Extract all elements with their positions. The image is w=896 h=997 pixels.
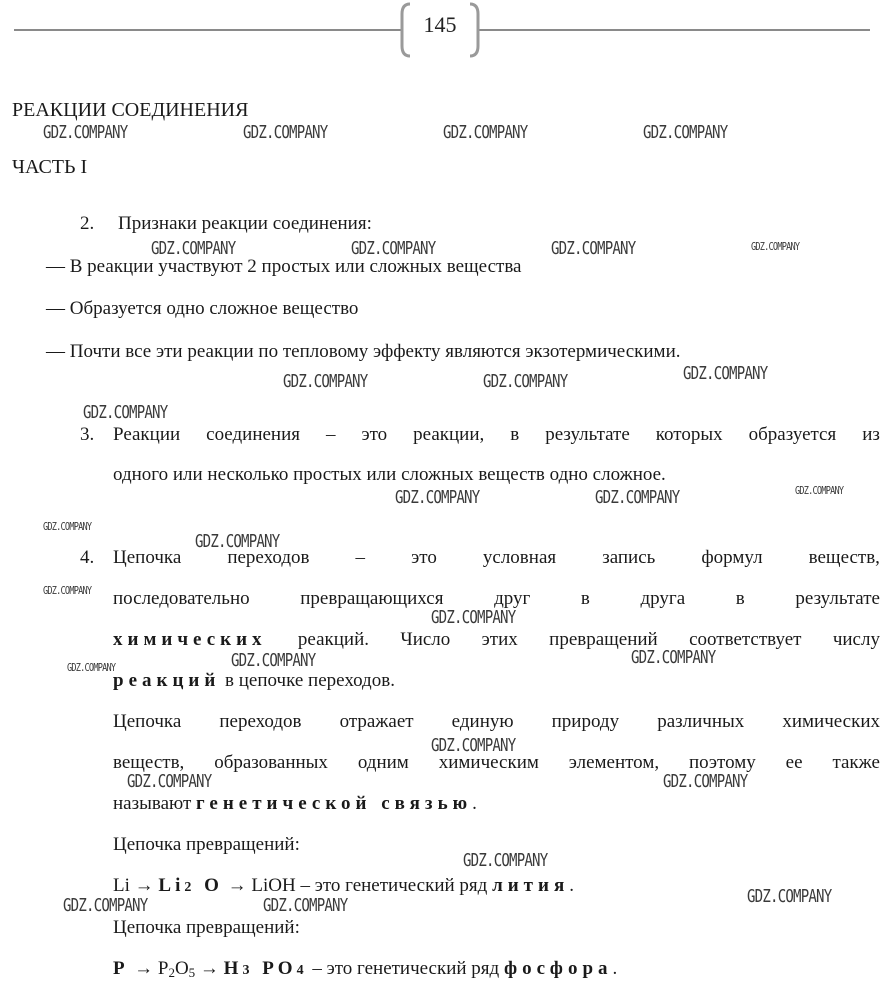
word: ее (785, 752, 803, 773)
li2o-li: Li (158, 875, 185, 896)
word: в (510, 424, 520, 445)
word: одним (357, 752, 409, 773)
formula-p: P (113, 958, 125, 979)
word: это (411, 547, 437, 568)
emphasis-chemical: химических (113, 629, 267, 650)
word: поэтому (689, 752, 756, 773)
word: элементом, (568, 752, 660, 773)
item2-bullet-1: — В реакции участвуют 2 простых или сложных вещества (46, 256, 522, 277)
item3-number: 3. (80, 424, 95, 445)
watermark: GDZ.COMPANY (195, 531, 280, 552)
li2o-o: O (204, 875, 223, 896)
watermark: GDZ.COMPANY (595, 487, 680, 508)
watermark: GDZ.COMPANY (751, 240, 800, 253)
chain2-formula (113, 958, 617, 982)
watermark: GDZ.COMPANY (431, 735, 516, 756)
watermark: GDZ.COMPANY (151, 238, 236, 259)
word: переходов (219, 711, 302, 732)
h3po4-h: H (223, 958, 243, 979)
period: . (569, 875, 574, 896)
word: друг (494, 588, 531, 609)
word: веществ, (113, 752, 185, 773)
emphasis-genetic-link: генетической связью (196, 793, 473, 814)
h3po4-po: PO (262, 958, 297, 979)
watermark: GDZ.COMPANY (663, 771, 748, 792)
watermark: GDZ.COMPANY (631, 647, 716, 668)
p2o5-o: O (174, 958, 189, 979)
watermark: GDZ.COMPANY (67, 661, 116, 674)
word: в (735, 588, 745, 609)
page-number-box (400, 2, 480, 56)
h3po4-index-2: 4 (296, 963, 308, 978)
page-number: 145 (423, 12, 457, 37)
p2o5-index-1: 2 (168, 965, 175, 980)
arrow-icon: → (134, 958, 154, 979)
item4-line-3 (113, 629, 880, 651)
watermark: GDZ.COMPANY (683, 363, 768, 384)
part-title: ЧАСТЬ I (12, 156, 88, 178)
watermark: GDZ.COMPANY (127, 771, 212, 792)
chain1-label: Цепочка превращений: (113, 834, 300, 855)
word: которых (655, 424, 723, 445)
chain2-label: Цепочка превращений: (113, 917, 300, 938)
item2-bullet-3: — Почти все эти реакции по тепловому эффекту являются экзотермическими. (46, 341, 681, 362)
word: числу (832, 629, 880, 650)
watermark: GDZ.COMPANY (443, 122, 528, 143)
formula-h3po4 (224, 958, 308, 979)
p2o5-p: P (157, 958, 169, 979)
word: превращений (549, 629, 658, 650)
word: веществ, (808, 547, 880, 568)
arrow-icon: → (199, 958, 219, 979)
word: реакций. (297, 629, 369, 650)
watermark: GDZ.COMPANY (551, 238, 636, 259)
item4-number: 4. (80, 547, 95, 568)
watermark: GDZ.COMPANY (231, 650, 316, 671)
item4-line-4 (113, 670, 395, 692)
word: различных (657, 711, 745, 732)
header-rule-left (14, 29, 402, 31)
text: в цепочке переходов. (225, 670, 395, 691)
header-rule-right (478, 29, 870, 31)
chain1-text: – это генетический ряд (300, 875, 488, 896)
genetic-line-1 (113, 711, 880, 733)
item3-line-1 (113, 424, 880, 446)
word: единую (451, 711, 514, 732)
word: соединения (206, 424, 300, 445)
watermark: GDZ.COMPANY (431, 607, 516, 628)
formula-li: Li (113, 875, 130, 896)
word: реакции, (413, 424, 485, 445)
li2o-index: 2 (184, 880, 196, 895)
watermark: GDZ.COMPANY (395, 487, 480, 508)
watermark: GDZ.COMPANY (463, 850, 548, 871)
watermark: GDZ.COMPANY (643, 122, 728, 143)
watermark: GDZ.COMPANY (483, 371, 568, 392)
item2-title: Признаки реакции соединения: (118, 213, 372, 234)
word: это (361, 424, 388, 445)
word: химических (782, 711, 880, 732)
arrow-icon: → (134, 875, 154, 896)
watermark: GDZ.COMPANY (243, 122, 328, 143)
word: последовательно (113, 588, 250, 609)
chain2-text: – это генетический ряд (312, 958, 500, 979)
watermark: GDZ.COMPANY (43, 122, 128, 143)
word: формул (701, 547, 763, 568)
element-phosphorus: фосфора (503, 958, 613, 979)
item2-number: 2. (80, 213, 95, 234)
period: . (612, 958, 618, 979)
period: . (472, 793, 477, 814)
genetic-line-3 (113, 793, 477, 815)
word: результате (795, 588, 880, 609)
word: из (862, 424, 880, 445)
watermark: GDZ.COMPANY (43, 520, 92, 533)
word: природу (551, 711, 620, 732)
word: переходов (227, 547, 310, 568)
watermark: GDZ.COMPANY (283, 371, 368, 392)
h3po4-index-1: 3 (242, 963, 254, 978)
word: Цепочка (113, 547, 182, 568)
word: также (832, 752, 880, 773)
word: друга (640, 588, 686, 609)
word: – (355, 547, 366, 568)
formula-lioh: LiOH (251, 875, 296, 896)
word: отражает (339, 711, 414, 732)
word: химическим (438, 752, 539, 773)
section-title: РЕАКЦИИ СОЕДИНЕНИЯ (12, 99, 249, 121)
word: этих (481, 629, 518, 650)
word: запись (602, 547, 656, 568)
arrow-icon: → (227, 875, 247, 896)
word: условная (482, 547, 557, 568)
item3-line-2: одного или несколько простых или сложных веществ одно сложное. (113, 464, 666, 485)
watermark: GDZ.COMPANY (83, 402, 168, 423)
word: Число (400, 629, 451, 650)
word: образуется (748, 424, 837, 445)
formula-li2o (158, 875, 222, 896)
word: результате (545, 424, 630, 445)
watermark: GDZ.COMPANY (63, 895, 148, 916)
p2o5-index-2: 5 (188, 965, 196, 980)
word: – (325, 424, 336, 445)
word: Реакции (113, 424, 181, 445)
watermark: GDZ.COMPANY (43, 584, 92, 597)
word: превращающихся (300, 588, 444, 609)
word: соответствует (689, 629, 802, 650)
emphasis-reactions: реакций (113, 670, 221, 691)
word: Цепочка (113, 711, 182, 732)
word: в (580, 588, 590, 609)
watermark: GDZ.COMPANY (747, 886, 832, 907)
watermark: GDZ.COMPANY (263, 895, 348, 916)
element-lithium: лития (492, 875, 570, 896)
text: называют (113, 793, 192, 814)
item2-bullet-2: — Образуется одно сложное вещество (46, 298, 359, 319)
formula-p2o5 (158, 958, 195, 979)
watermark: GDZ.COMPANY (795, 484, 844, 497)
watermark: GDZ.COMPANY (351, 238, 436, 259)
word: образованных (214, 752, 328, 773)
